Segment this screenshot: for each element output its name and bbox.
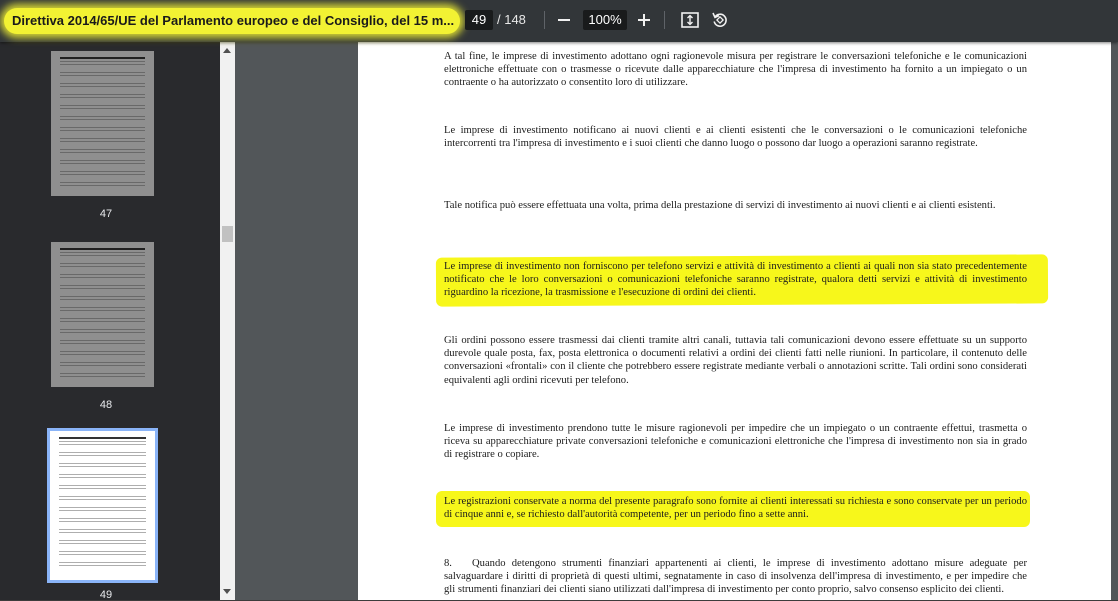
rotate-icon [711, 11, 729, 29]
scrollbar-thumb[interactable] [222, 226, 233, 242]
zoom-input[interactable]: 100% [583, 10, 627, 30]
paragraph: Le imprese di investimento notificano ai nuovi clienti e ai clienti esistenti che le conversazioni o le comunicazioni telefoniche intercorrenti tra l'impresa di investimento e i suoi clienti che danno luogo o possono dar luogo a operazioni saranno registrate. [444, 125, 1027, 150]
thumbnail-label: 47 [99, 208, 113, 220]
toolbar-divider [544, 11, 545, 29]
page-thumbnail[interactable] [51, 242, 154, 387]
toolbar-divider [664, 11, 665, 29]
pdf-toolbar [0, 0, 1118, 42]
rotate-button[interactable] [708, 8, 732, 32]
thumbnail-header-line [59, 437, 146, 439]
scroll-down-arrow-icon[interactable] [223, 589, 231, 594]
minus-icon [557, 13, 571, 27]
thumbnail-header-line [60, 57, 145, 59]
thumbnail-sidebar [0, 42, 220, 600]
page-number-input[interactable]: 49 [465, 10, 493, 30]
paragraph: Tale notifica può essere effettuata una volta, prima della prestazione di servizi di investimento ai nuovi clienti e ai clienti esistenti. [444, 200, 996, 211]
paragraph: A tal fine, le imprese di investimento adottano ogni ragionevole misura per registrare le conversazioni telefoniche e le comunicazioni elettroniche effettuate con o trasmesse o ricevute dalle apparecchiature che l'impresa di investimento ha fornito a un impiegato o un contraente o ha autorizzato o consentito loro di utilizzare. [444, 51, 1027, 89]
zoom-out-button[interactable] [552, 8, 576, 32]
scroll-up-arrow-icon[interactable] [223, 48, 231, 53]
highlighted-paragraph: Le registrazioni conservate a norma del presente paragrafo sono fornite ai clienti interessati su richiesta e sono conservate per un periodo di cinque anni e, se richiesto dall'autorità competente, per un periodo fino a sette anni. [444, 496, 1027, 521]
pdf-page [358, 42, 1111, 600]
thumbnail-header-line [60, 248, 145, 250]
fit-page-icon [681, 12, 699, 28]
thumbnail-text-lines [60, 252, 145, 379]
plus-icon [637, 13, 651, 27]
paragraph: Le imprese di investimento prendono tutte le misure ragionevoli per impedire che un impiegato o un contraente effettui, trasmetta o riceva su apparecchiature private conversazioni telefoniche e comunicazioni elettroniche che l'impresa di investimento non sia in grado di registrare o copiare. [444, 423, 1027, 461]
document-title: Direttiva 2014/65/UE del Parlamento europeo e del Consiglio, del 15 m... [4, 8, 460, 34]
page-thumbnail-selected[interactable] [47, 428, 158, 583]
paragraph-text: Quando detengono strumenti finanziari appartenenti ai clienti, le imprese di investimento adottano misure adeguate per salvaguardare i diritti di proprietà di questi ultimi, segnatamente in caso di insolvenza dell'impresa di investimento, e per impedire che gli strumenti finanziari dei clienti siano utilizzati dall'impresa di investimento per conto proprio, salvo consenso esplicito dei clienti. [444, 558, 1027, 596]
thumbnail-text-lines [60, 61, 145, 188]
paragraph-numbered [444, 557, 1027, 597]
thumbnail-label: 48 [99, 399, 113, 411]
page-thumbnail[interactable] [51, 51, 154, 196]
thumbnail-text-lines [59, 441, 146, 572]
page-total: / 148 [497, 12, 526, 27]
sidebar-scrollbar[interactable] [220, 42, 235, 600]
paragraph-number: 8. [444, 558, 452, 569]
thumbnail-label: 49 [99, 589, 113, 601]
document-viewer[interactable] [235, 42, 1118, 600]
paragraph: Gli ordini possono essere trasmessi dai clienti tramite altri canali, tuttavia tali comunicazioni devono essere effettuate su un supporto durevole quale posta, fax, posta elettronica o documenti relativi a ordini dei clienti fatti nelle riunioni. In particolare, il contenuto delle conversazioni «frontali» con il cliente che potrebbero essere registrate mediante verbali o annotazioni scritte. Tali ordini sono considerati equivalenti agli ordini ricevuti per telefono. [444, 335, 1027, 386]
highlighted-paragraph: Le imprese di investimento non forniscono per telefono servizi e attività di investimento a clienti ai quali non sia stato precedentemente notificato che le loro conversazioni o comunicazioni telefoniche saranno registrate, qualora detti servizi e attività di investimento riguardino la ricezione, la trasmissione e l'esecuzione di ordini dei clienti. [444, 261, 1027, 299]
fit-to-page-button[interactable] [678, 8, 702, 32]
zoom-in-button[interactable] [632, 8, 656, 32]
